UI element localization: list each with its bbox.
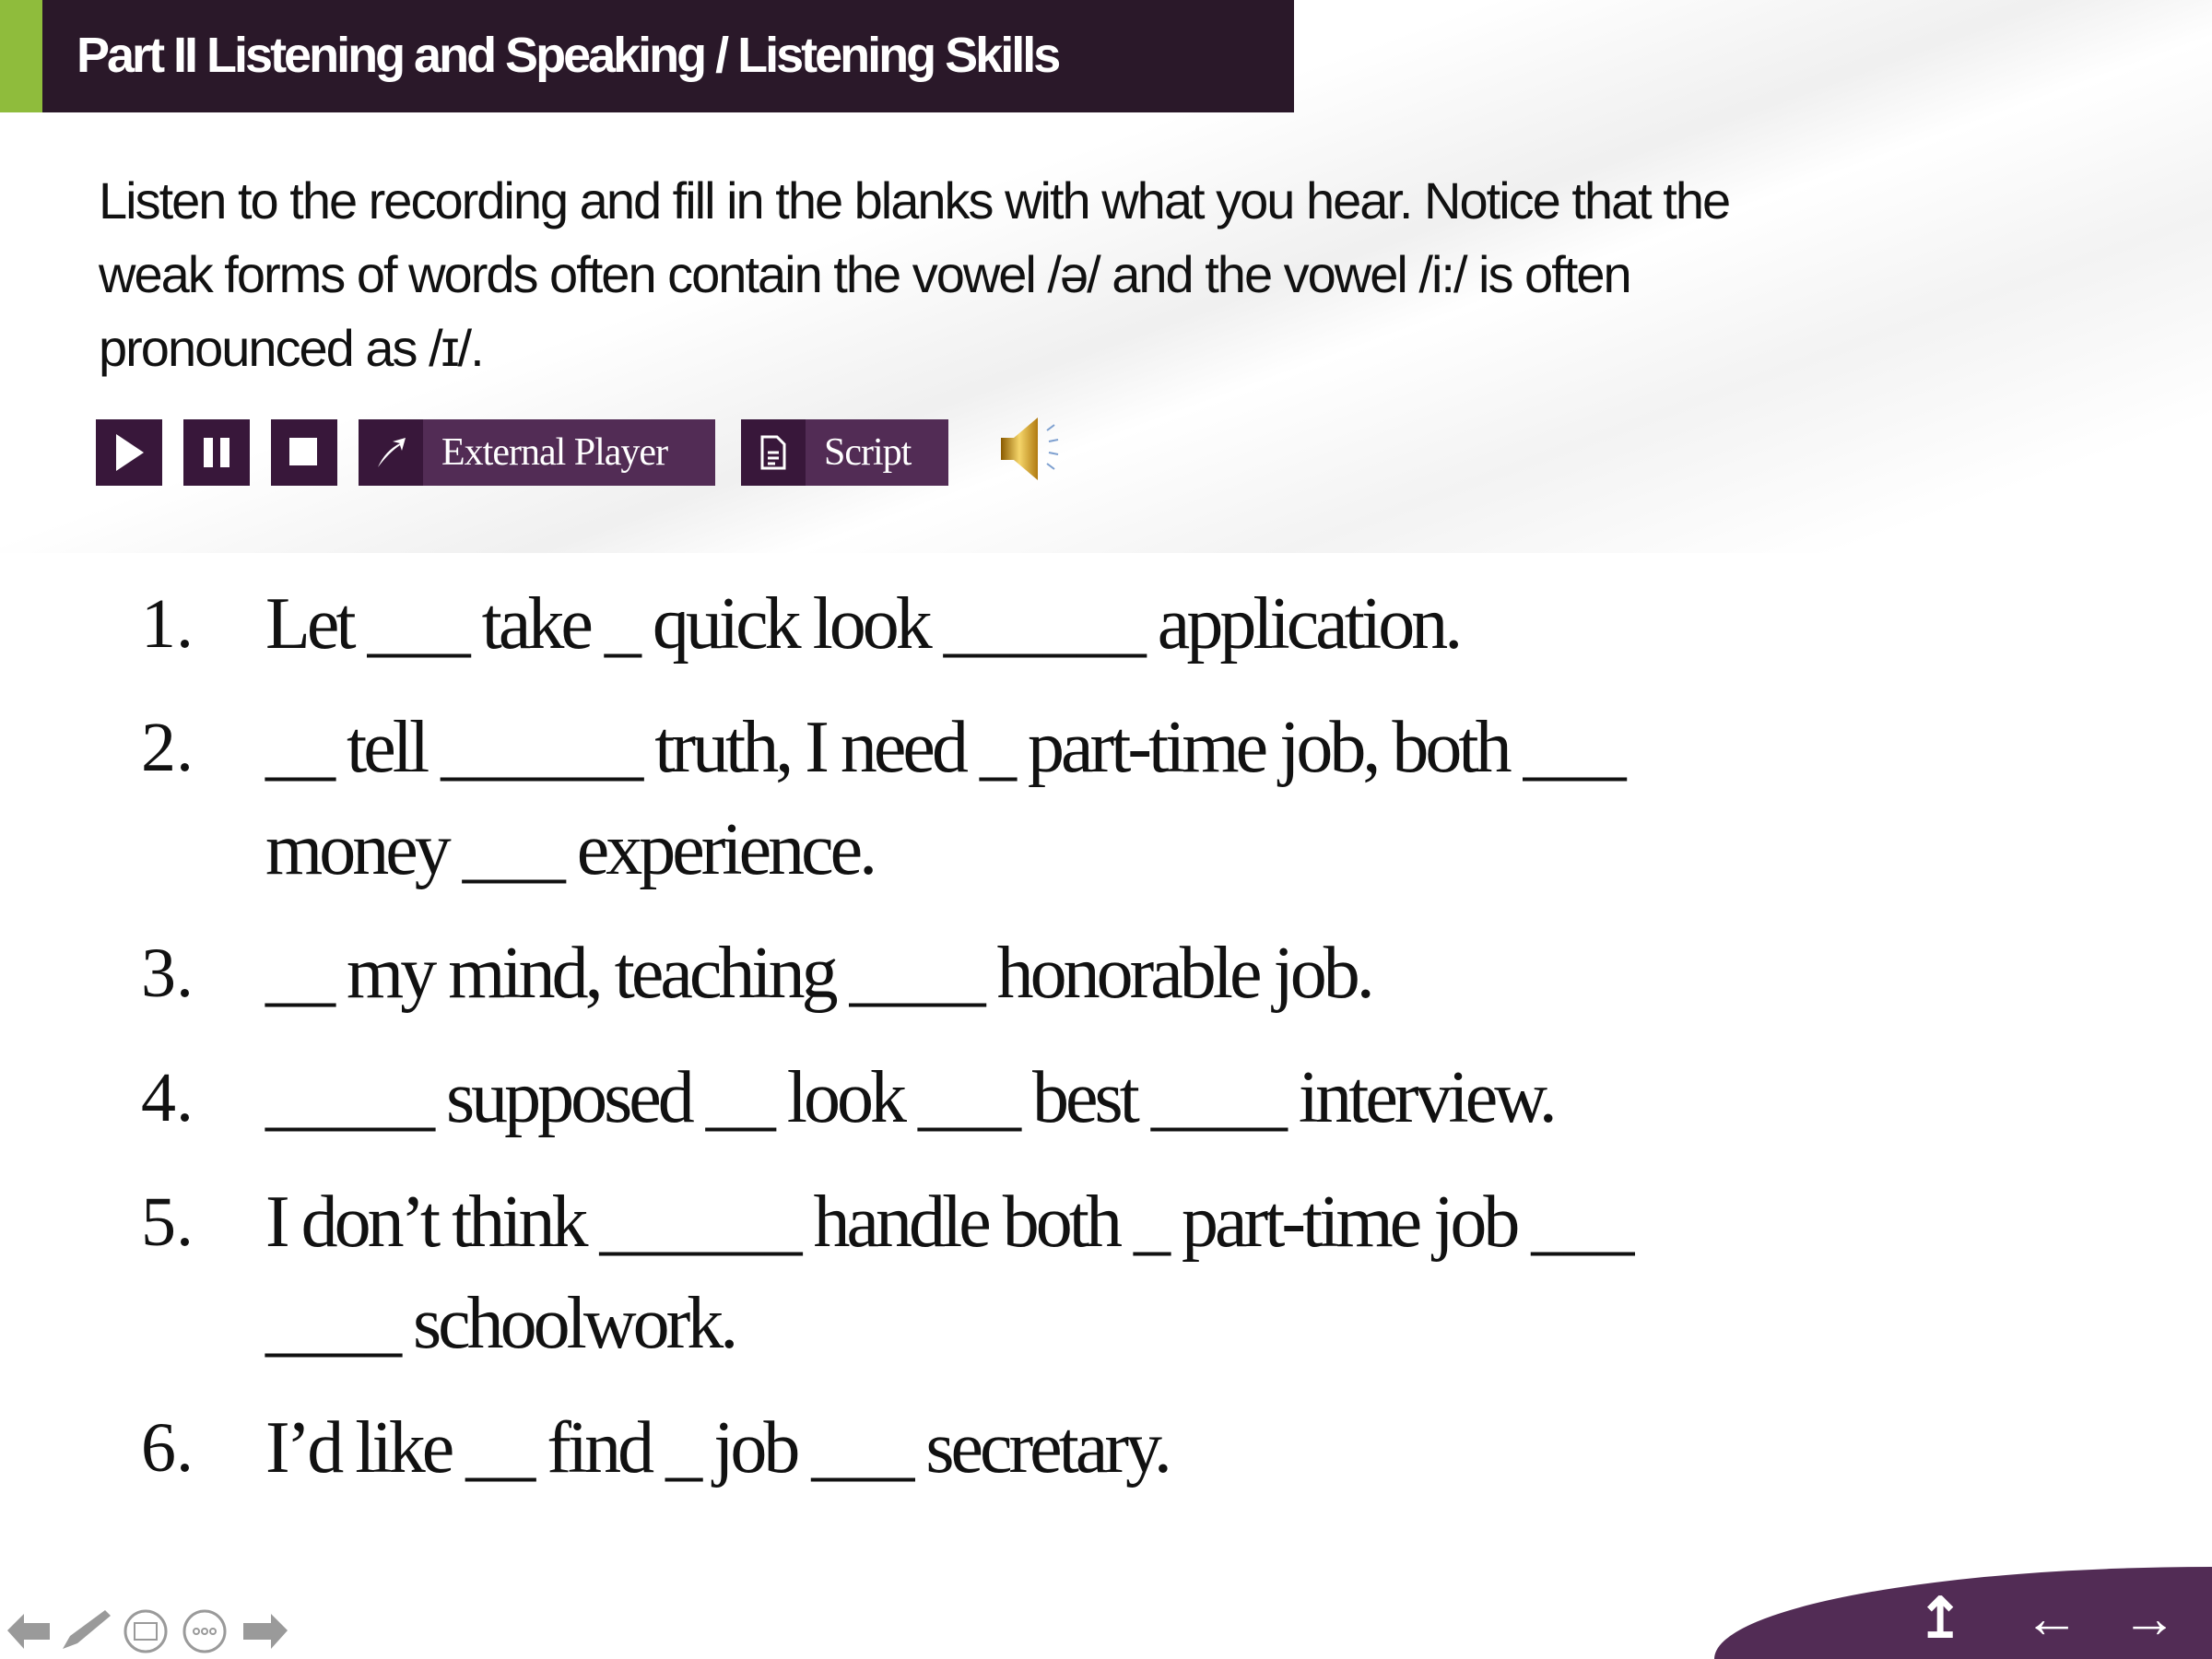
forward-arrow-icon[interactable]: → — [2122, 1587, 2177, 1649]
external-player-button[interactable] — [359, 419, 715, 486]
pause-button[interactable] — [183, 419, 250, 486]
slideshow-toolbar — [6, 1608, 291, 1654]
exercise-line: I don’t think ______ handle both _ part-time job ___ — [265, 1182, 1631, 1263]
exercise-line: __ tell ______ truth, I need _ part-time job, both ___ — [265, 707, 1623, 788]
item-number: 4. — [141, 1059, 194, 1136]
back-arrow-icon[interactable]: ← — [2024, 1587, 2079, 1649]
arrow-up-right-icon — [372, 434, 409, 471]
script-button[interactable] — [741, 419, 948, 486]
more-options-icon[interactable] — [184, 1611, 225, 1652]
document-icon — [757, 434, 790, 471]
accent-stripe — [0, 0, 42, 112]
slides-icon[interactable] — [125, 1611, 166, 1652]
instructions — [99, 164, 1729, 385]
external-player-label: External Player — [441, 431, 668, 474]
speaker-icon[interactable] — [995, 414, 1069, 484]
next-slide-icon[interactable] — [243, 1614, 288, 1649]
pen-icon[interactable] — [63, 1610, 111, 1649]
item-number: 1. — [141, 585, 194, 663]
item-number: 6. — [141, 1409, 194, 1487]
stop-button[interactable] — [271, 419, 337, 486]
script-label: Script — [824, 431, 912, 474]
exercise-line: ____ schoolwork. — [265, 1283, 735, 1364]
exercise-line: Let ___ take _ quick look ______ application. — [265, 583, 1460, 665]
previous-slide-icon[interactable] — [7, 1614, 50, 1649]
item-number: 5. — [141, 1183, 194, 1261]
play-button[interactable] — [96, 419, 162, 486]
pause-icon — [198, 434, 235, 471]
exercise-line: _____ supposed __ look ___ best ____ interview. — [265, 1057, 1554, 1138]
stop-icon — [288, 436, 321, 469]
item-number: 3. — [141, 935, 194, 1012]
instruction-line: pronounced as /ɪ/. — [99, 319, 483, 377]
exercise-line: money ___ experience. — [265, 809, 875, 890]
instruction-line: Listen to the recording and fill in the blanks with what you hear. Notice that the — [99, 171, 1730, 229]
page-title: Part II Listening and Speaking / Listening Skills — [76, 28, 1059, 83]
exercise-line: I’d like __ find _ job ___ secretary. — [265, 1407, 1169, 1488]
exercise-line: __ my mind, teaching ____ honorable job. — [265, 933, 1371, 1014]
play-icon — [111, 430, 147, 475]
instruction-line: weak forms of words often contain the vowel /ə/ and the vowel /i:/ is often — [99, 245, 1630, 303]
home-up-icon[interactable]: ↥ — [1917, 1587, 1964, 1649]
item-number: 2. — [141, 709, 194, 786]
